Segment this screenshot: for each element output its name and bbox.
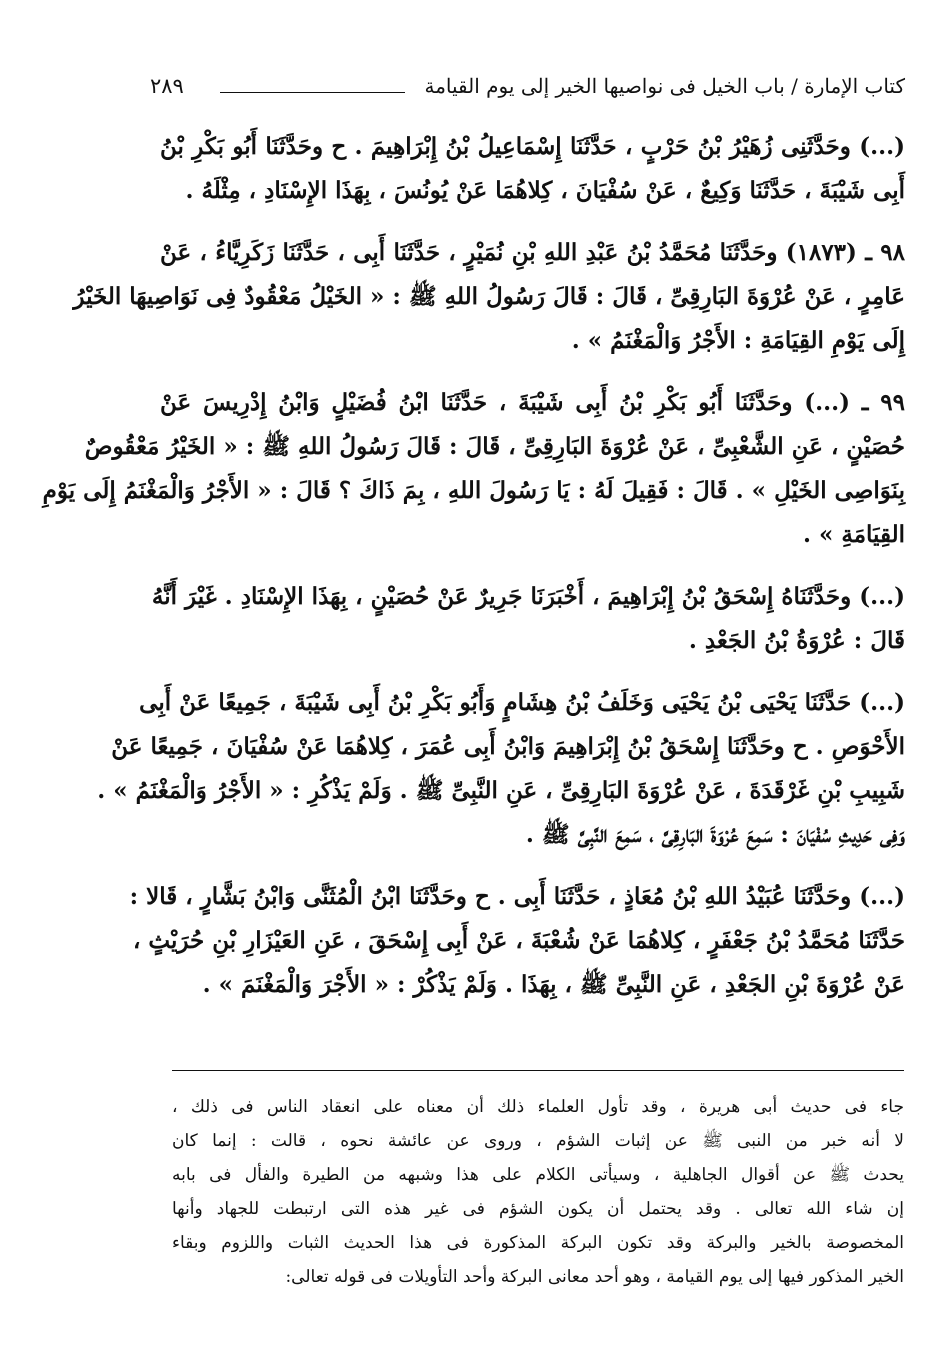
footnote-separator (172, 1070, 904, 1071)
text-line: حَدَّثَنَا مُحَمَّدُ بْنُ جَعْفَرٍ ، كِلاهُمَا عَنْ شُعْبَةَ ، عَنْ أَبِى إِسْحَقَ ، عَنِ العَيْزَارِ بْنِ حُرَيْثٍ ، (132, 927, 905, 954)
footnote-line: لا أنه خبر من النبى ﷺ عن إثبات الشؤم ، وروى عن عائشة نحوه ، قالت : إنما كان (172, 1131, 904, 1151)
text-line: (...) وحَدَّثَنَاهُ إِسْحَقُ بْنُ إِبْرَاهِيمَ ، أَخْبَرَنَا جَرِيرٌ عَنْ حُصَيْنٍ ، بِهَذَا الإِسْنَادِ . غَيْرَ أَنَّهُ (151, 583, 905, 610)
footnote-line: الخير المذكور فيها إلى يوم القيامة ، وهو أحد معانى البركة وأحد التأويلات فى قوله تعالى: (285, 1267, 904, 1287)
paragraph (151, 575, 905, 663)
text-line: القِيَامَةِ » . (802, 521, 905, 548)
paragraph (129, 875, 905, 1007)
text-line: الأَحْوَصِ . ح وحَدَّثَنَا إِسْحَقُ بْنُ إِبْرَاهِيمَ وَابْنُ أَبِى عُمَرَ ، كِلاهُمَا عَنْ سُفْيَانَ ، جَمِيعًا عَنْ (111, 733, 905, 760)
text-line: ٩٩ ـ (...) وحَدَّثَنَا أَبُو بَكْرِ بْنُ أَبِى شَيْبَةَ ، حَدَّثَنَا ابْنُ فُضَيْلٍ وَابْنُ إِدْرِيسَ عَنْ (160, 389, 905, 416)
text-line: عَامِرٍ ، عَنْ عُرْوَةَ البَارِقِىِّ ، قَالَ : قَالَ رَسُولُ اللهِ ﷺ : « الخَيْلُ مَعْقُودٌ فِى نَوَاصِيهَا الخَيْرُ (73, 283, 905, 310)
paragraph (97, 681, 905, 857)
footnote-line: المخصوصة بالخير والبركة وقد تكون البركة المذكورة فى هذا الحديث الثبات واللزوم وبقاء (172, 1233, 904, 1253)
running-title: كتاب الإمارة / باب الخيل فى نواصيها الخير إلى يوم القيامة (424, 74, 905, 98)
text-line: أَبِى شَيْبَةَ ، حَدَّثَنَا وَكِيعٌ ، عَنْ سُفْيَانَ ، كِلاهُمَا عَنْ يُونُسَ ، بِهَذَا الإِسْنَادِ ، مِثْلَهُ . (185, 177, 905, 204)
text-line: (...) وحَدَّثَنِى زُهَيْرُ بْنُ حَرْبٍ ، حَدَّثَنَا إِسْمَاعِيلُ بْنُ إِبْرَاهِيمَ . ح وحَدَّثَنَا أَبُو بَكْرِ بْنُ (160, 133, 905, 160)
paragraph (160, 125, 905, 213)
text-line: إِلَى يَوْمِ القِيَامَةِ : الأَجْرُ وَالْمَغْنَمُ » . (571, 327, 905, 354)
paragraph (73, 231, 905, 363)
text-line: (...) وحَدَّثَنَا عُبَيْدُ اللهِ بْنُ مُعَاذٍ ، حَدَّثَنَا أَبِى . ح وحَدَّثَنَا ابْنُ الْمُثَنَّى وَابْنُ بَشَّارٍ ، قَالا : (129, 883, 905, 910)
text-line: حُصَيْنٍ ، عَنِ الشَّعْبِىِّ ، عَنْ عُرْوَةَ البَارِقِىِّ ، قَالَ : قَالَ رَسُولُ اللهِ ﷺ : « الخَيْرُ مَعْقُوصٌ (84, 433, 905, 460)
text-line: وَفِى حَدِيثِ سُفْيَانَ : سَمِعَ عُرْوَةَ البَارِقِىَّ ، سَمِعَ النَّبِىَّ ﷺ . (525, 821, 905, 848)
text-line: (...) حَدَّثَنَا يَحْيَى بْنُ يَحْيَى وَخَلَفُ بْنُ هِشَامٍ وَأَبُو بَكْرِ بْنُ أَبِى شَيْبَةَ ، جَمِيعًا عَنْ أَبِى (139, 689, 905, 716)
text-line: قَالَ : عُرْوَةُ بْنُ الجَعْدِ . (688, 627, 905, 654)
footnotes (172, 1090, 904, 1294)
header-rule (220, 92, 405, 93)
page-number: ٢٨٩ (150, 74, 184, 98)
text-line: عَنْ عُرْوَةَ بْنِ الجَعْدِ ، عَنِ النَّبِىِّ ﷺ ، بِهَذَا . وَلَمْ يَذْكُرْ : « الأَجْرَ وَالْمَغْنَمَ » . (202, 971, 905, 998)
footnote-line: جاء فى حديث أبى هريرة ، وقد تأول العلماء ذلك أن معناه على انعقاد الناس فى ذلك ، (172, 1097, 904, 1117)
text-line: ٩٨ ـ (١٨٧٣) وحَدَّثَنَا مُحَمَّدُ بْنُ عَبْدِ اللهِ بْنِ نُمَيْرٍ ، حَدَّثَنَا أَبِى ، حَدَّثَنَا زَكَرِيَّاءُ ، عَنْ (160, 239, 905, 266)
footnote-line: يحدث ﷺ عن أقوال الجاهلية ، وسيأتى الكلام على هذا وشبهه من الطيرة والفأل فى بابه (172, 1165, 904, 1185)
text-line: بِنَوَاصِى الخَيْلِ » . قَالَ : فَقِيلَ لَهُ : يَا رَسُولَ اللهِ ، بِمَ ذَاكَ ؟ قَالَ : « الأَجْرُ وَالْمَغْنَمُ إِلَى يَوْمِ (42, 477, 905, 504)
hadith-text (42, 125, 905, 1025)
footnote-line: إن شاء الله تعالى . وقد يحتمل أن يكون الشؤم فى غير هذه التى ارتبطت للجهاد وأنها (172, 1199, 904, 1219)
text-line: شَبِيبِ بْنِ غَرْقَدَةَ ، عَنْ عُرْوَةَ البَارِقِىِّ ، عَنِ النَّبِىِّ ﷺ . وَلَمْ يَذْكُرِ : « الأَجْرُ وَالْمَغْنَمُ » . (97, 777, 905, 804)
running-header (150, 72, 905, 108)
paragraph (42, 381, 905, 557)
